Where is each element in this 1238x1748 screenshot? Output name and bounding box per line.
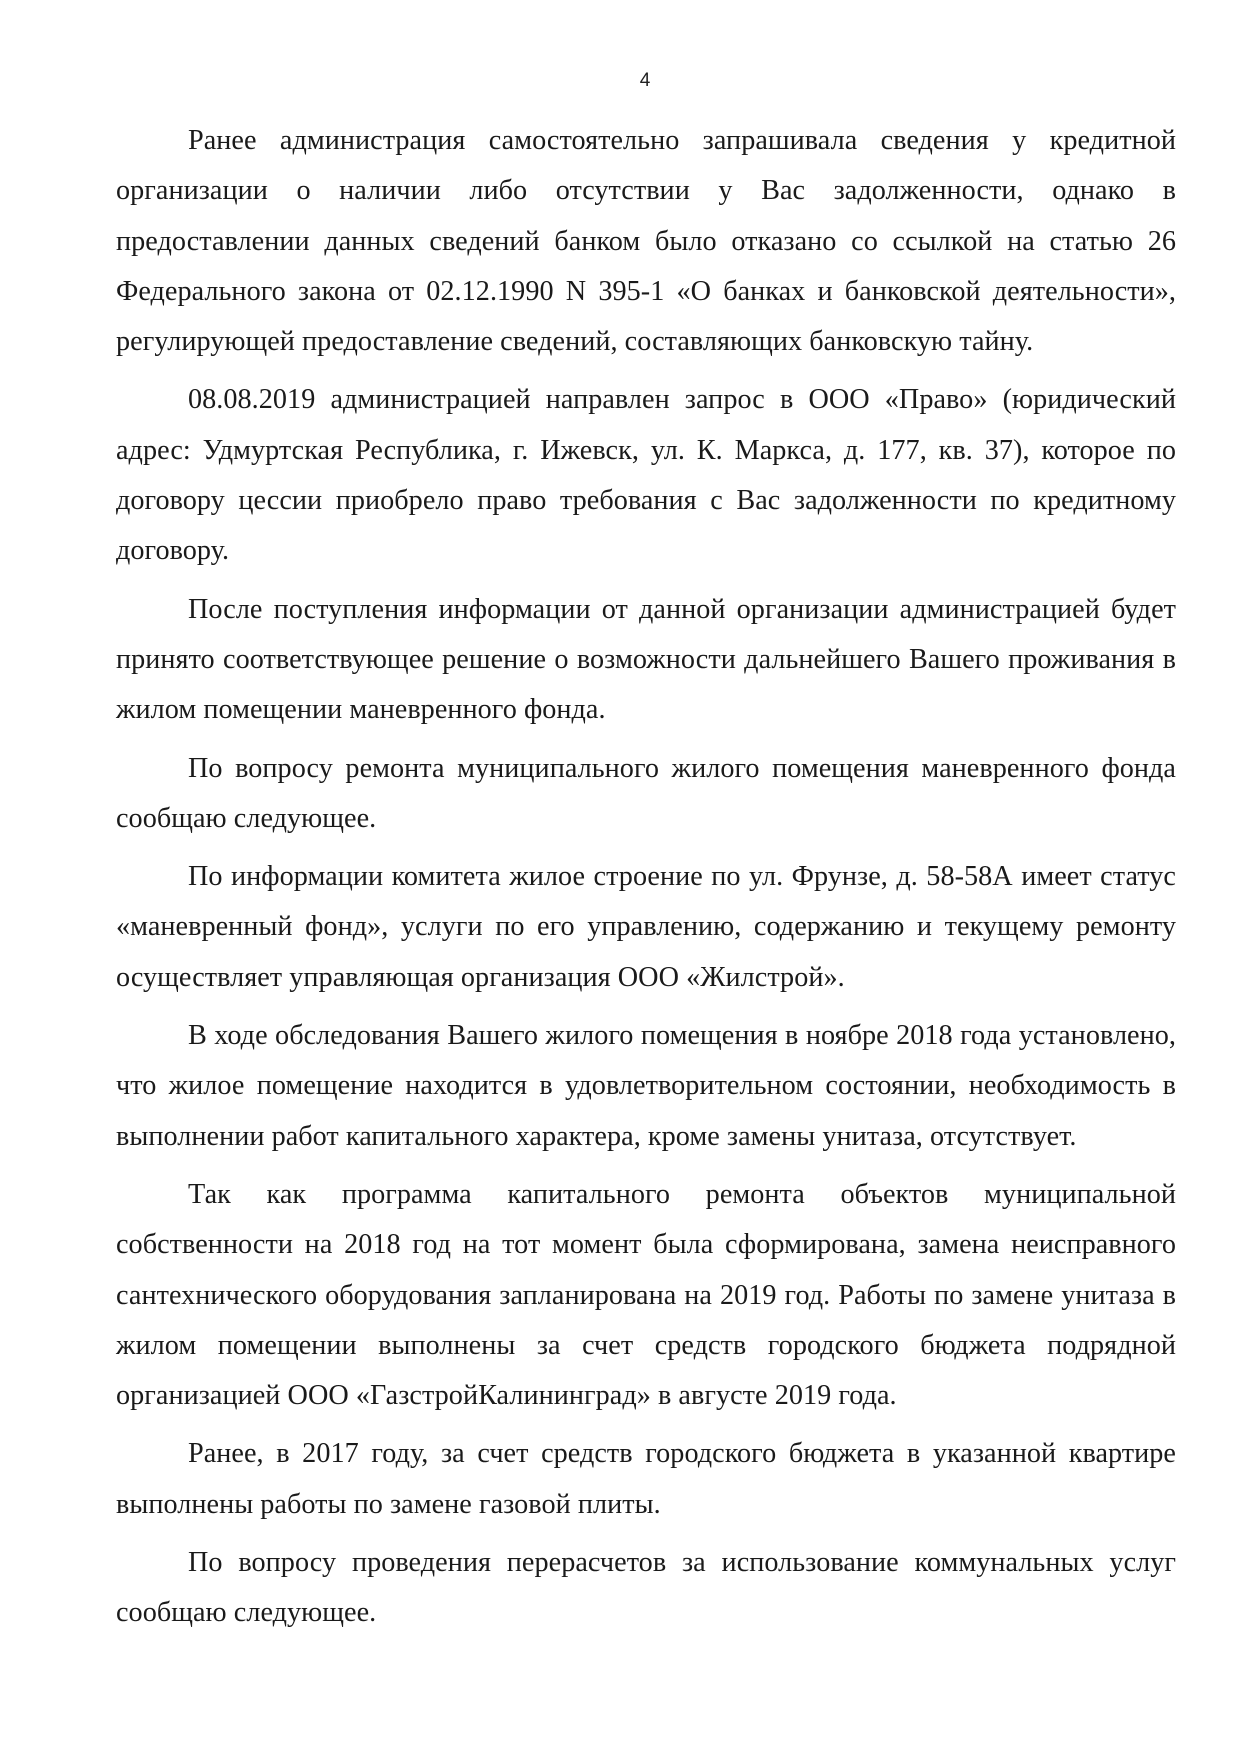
page-number: 4 — [639, 70, 651, 91]
paragraph-inspection: В ходе обследования Вашего жилого помещения в ноябре 2018 года установлено, что жилое помещение находится в удовлетворительном состоянии, необходимость в выполнении работ капитального характера, кроме замены унитаза, отсутствует. — [116, 1020, 1176, 1152]
paragraph-recalculation-intro: По вопросу проведения перерасчетов за использование коммунальных услуг сообщаю следующее. — [116, 1547, 1176, 1629]
paragraph-gas-stove: Ранее, в 2017 году, за счет средств городского бюджета в указанной квартире выполнены работы по замене газовой плиты. — [116, 1438, 1176, 1520]
paragraph-bank-request: Ранее администрация самостоятельно запрашивала сведения у кредитной организации о наличии либо отсутствии у Вас задолженности, однако в предоставлении данных сведений банком было отказано со ссылкой на статью 26 Федерального закона от 02.12.1990 N 395-1 «О банках и банковской деятельности», регулирующей предоставление сведений, составляющих банковскую тайну. — [116, 125, 1176, 358]
letter-body — [116, 116, 1176, 1647]
paragraph-decision-pending: После поступления информации от данной организации администрацией будет принято соответствующее решение о возможности дальнейшего Вашего проживания в жилом помещении маневренного фонда. — [116, 593, 1176, 726]
paragraph-building-status: По информации комитета жилое строение по ул. Фрунзе, д. 58-58А имеет статус «маневренный фонд», услуги по его управлению, содержанию и текущему ремонту осуществляет управляющая организация ООО «Жилстрой». — [116, 861, 1176, 993]
paragraph-repair-intro: По вопросу ремонта муниципального жилого помещения маневренного фонда сообщаю следующее. — [116, 752, 1176, 834]
paragraph-pravo-request: 08.08.2019 администрацией направлен запрос в ООО «Право» (юридический адрес: Удмуртская Республика, г. Ижевск, ул. К. Маркса, д. 177, кв. 37), которое по договору цессии приобрело право требования с Вас задолженности по кредитному договору. — [116, 384, 1176, 567]
paragraph-toilet-replacement: Так как программа капитального ремонта объектов муниципальной собственности на 2018 год на тот момент была сформирована, замена неисправного сантехнического оборудования запланирована на 2019 год. Работы по замене унитаза в жилом помещении выполнены за счет средств городского бюджета подрядной организацией ООО «ГазстройКалининград» в августе 2019 года. — [116, 1178, 1176, 1412]
